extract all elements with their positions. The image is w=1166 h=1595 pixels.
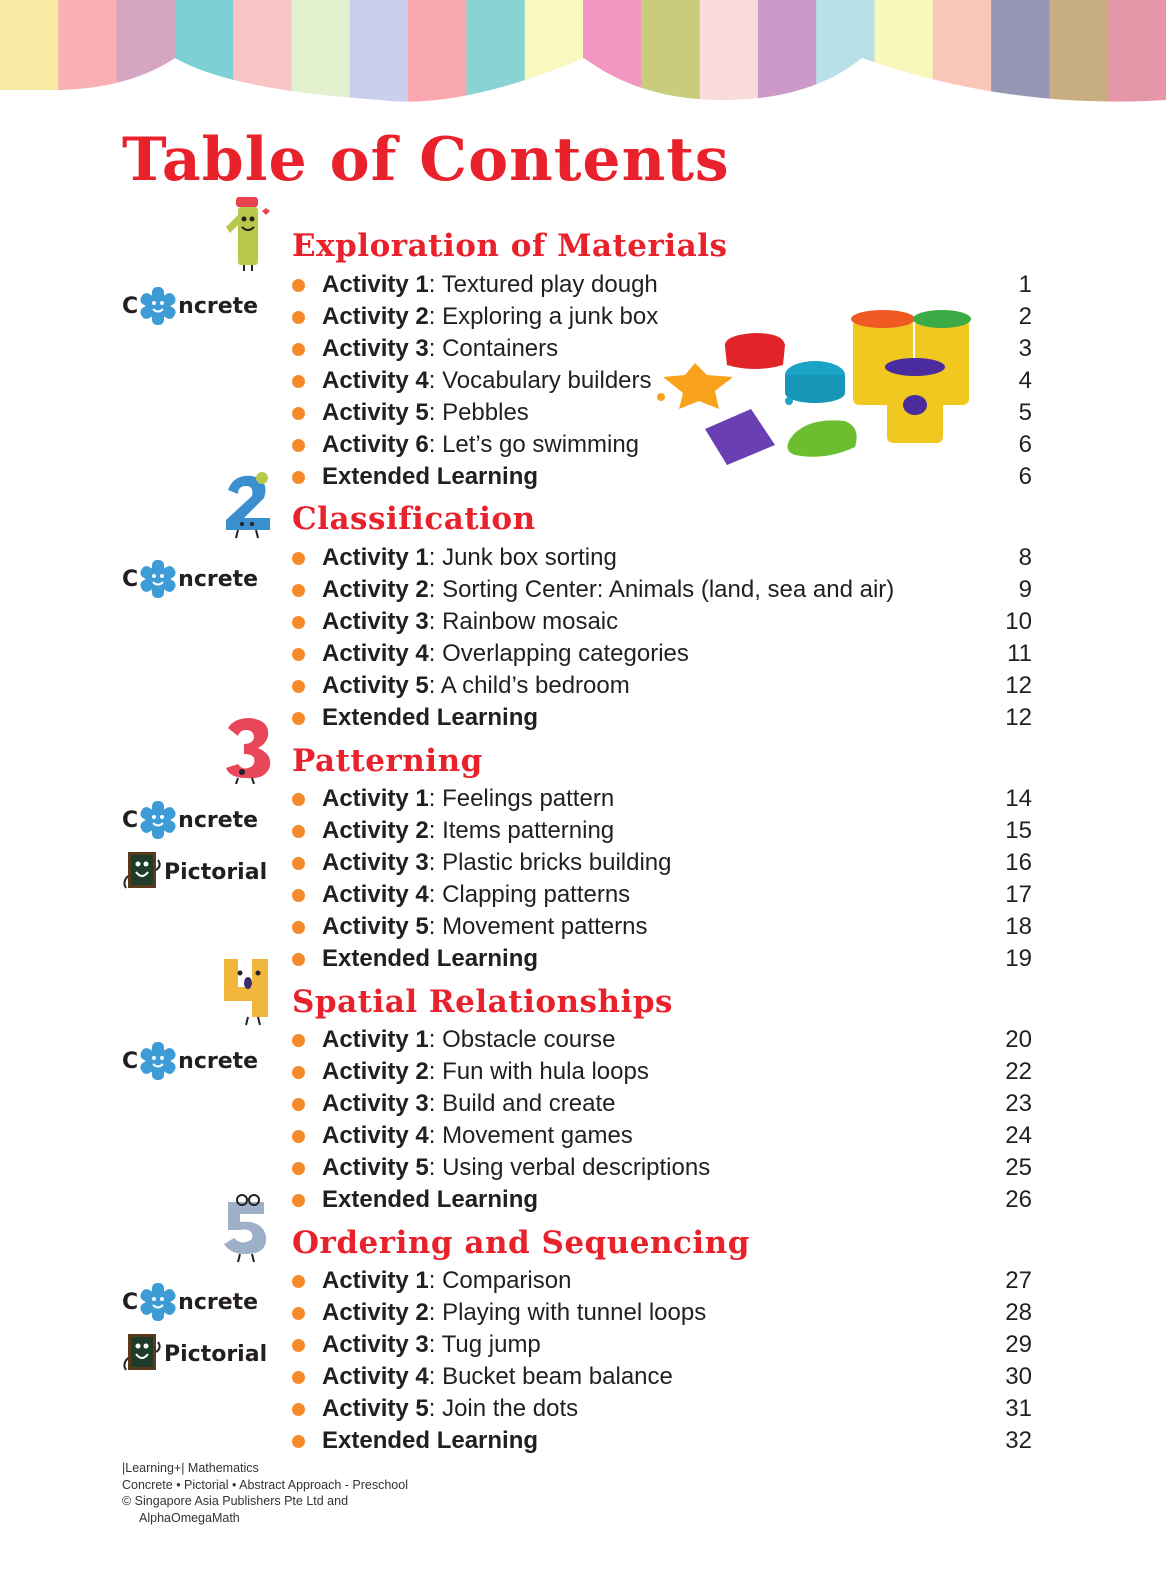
page-number: 17 xyxy=(1005,881,1032,908)
header-stripe xyxy=(758,0,817,110)
page-number: 9 xyxy=(1018,576,1032,603)
page-number: 16 xyxy=(1005,849,1032,876)
toc-entry[interactable]: Activity 3: Rainbow mosaic 10 xyxy=(292,606,1032,638)
toc-entry[interactable]: Activity 4: Vocabulary builders 4 xyxy=(292,365,1032,397)
toc-entry[interactable]: Activity 5: Join the dots 31 xyxy=(292,1393,1032,1425)
bullet-icon xyxy=(292,1130,305,1143)
toc-entry[interactable]: Activity 3: Containers 3 xyxy=(292,333,1032,365)
page-number: 12 xyxy=(1005,704,1032,731)
page-number: 30 xyxy=(1005,1363,1032,1390)
number-five-mascot-icon xyxy=(214,1192,278,1264)
toc-entry[interactable]: Activity 2: Sorting Center: Animals (land, sea and air) 9 xyxy=(292,574,1032,606)
bullet-icon xyxy=(292,712,305,725)
section-title: Classification xyxy=(292,501,536,537)
toc-entry[interactable]: Activity 1: Comparison 27 xyxy=(292,1265,1032,1297)
toc-entry[interactable]: Activity 4: Overlapping categories 11 xyxy=(292,638,1032,670)
page-number: 19 xyxy=(1005,945,1032,972)
page-number: 29 xyxy=(1005,1331,1032,1358)
page-number: 2 xyxy=(1018,303,1032,330)
pictorial-chalkboard-mascot-icon xyxy=(122,1332,164,1376)
toc-entry[interactable]: Activity 3: Plastic bricks building 16 xyxy=(292,847,1032,879)
toc-entry[interactable]: Activity 1: Textured play dough 1 xyxy=(292,269,1032,301)
header-stripe xyxy=(583,0,642,110)
bullet-icon xyxy=(292,471,305,484)
bullet-icon xyxy=(292,680,305,693)
toc-entry[interactable]: Activity 3: Tug jump 29 xyxy=(292,1329,1032,1361)
toc-entry[interactable]: Activity 6: Let’s go swimming 6 xyxy=(292,429,1032,461)
bullet-icon xyxy=(292,584,305,597)
footer-approach: Concrete • Pictorial • Abstract Approach - Preschool xyxy=(122,1477,408,1492)
page-number: 25 xyxy=(1005,1154,1032,1181)
header-stripe xyxy=(408,0,467,110)
bullet-icon xyxy=(292,1403,305,1416)
section-title: Patterning xyxy=(292,743,483,779)
concrete-approach-badge: C ncrete xyxy=(122,800,258,840)
bullet-icon xyxy=(292,1098,305,1111)
concrete-star-mascot-icon xyxy=(138,1041,178,1081)
page-number: 6 xyxy=(1018,463,1032,490)
toc-entry[interactable]: Activity 5: Movement patterns 18 xyxy=(292,911,1032,943)
toc-entry[interactable]: Activity 4: Bucket beam balance 30 xyxy=(292,1361,1032,1393)
header-stripe xyxy=(1108,0,1166,110)
page-number: 11 xyxy=(1007,640,1032,667)
toc-entry[interactable]: Activity 5: Using verbal descriptions 25 xyxy=(292,1152,1032,1184)
toc-entry[interactable]: Activity 1: Feelings pattern 14 xyxy=(292,783,1032,815)
bullet-icon xyxy=(292,375,305,388)
section-title: Exploration of Materials xyxy=(292,228,728,264)
page-number: 8 xyxy=(1018,544,1032,571)
page-number: 26 xyxy=(1005,1186,1032,1213)
toc-entry[interactable]: Activity 5: A child’s bedroom 12 xyxy=(292,670,1032,702)
bullet-icon xyxy=(292,1275,305,1288)
toc-entry[interactable]: Activity 1: Junk box sorting 8 xyxy=(292,542,1032,574)
bullet-icon xyxy=(292,889,305,902)
pictorial-approach-badge: Pictorial xyxy=(122,852,267,892)
toc-entry[interactable]: Extended Learning 6 xyxy=(292,461,1032,493)
toc-entry[interactable]: Activity 2: Exploring a junk box 2 xyxy=(292,301,1032,333)
section-title: Ordering and Sequencing xyxy=(292,1225,750,1261)
header-stripe xyxy=(233,0,292,110)
number-three-mascot-icon xyxy=(220,716,278,784)
number-four-mascot-icon xyxy=(218,955,278,1027)
bullet-icon xyxy=(292,552,305,565)
bullet-icon xyxy=(292,311,305,324)
header-stripe xyxy=(816,0,875,110)
toc-entry[interactable]: Activity 5: Pebbles 5 xyxy=(292,397,1032,429)
toc-entry[interactable]: Extended Learning 19 xyxy=(292,943,1032,975)
concrete-approach-badge: C ncrete xyxy=(122,1282,258,1322)
footer-copyright: © Singapore Asia Publishers Pte Ltd and xyxy=(122,1494,349,1508)
play-dough-illustration xyxy=(655,305,975,475)
header-stripe xyxy=(991,0,1050,110)
bullet-icon xyxy=(292,279,305,292)
bullet-icon xyxy=(292,439,305,452)
page-number: 3 xyxy=(1018,335,1032,362)
bullet-icon xyxy=(292,857,305,870)
page-number: 5 xyxy=(1018,399,1032,426)
toc-entry[interactable]: Activity 1: Obstacle course 20 xyxy=(292,1024,1032,1056)
footer-publisher: AlphaOmegaMath xyxy=(139,1510,240,1525)
bullet-icon xyxy=(292,407,305,420)
pictorial-approach-badge: Pictorial xyxy=(122,1334,267,1374)
page-number: 10 xyxy=(1005,608,1032,635)
page-number: 15 xyxy=(1005,817,1032,844)
header-stripe xyxy=(875,0,934,110)
page-number: 12 xyxy=(1005,672,1032,699)
page-number: 4 xyxy=(1018,367,1032,394)
concrete-approach-badge: C ncrete xyxy=(122,286,258,326)
header-stripe xyxy=(175,0,234,110)
section-title: Spatial Relationships xyxy=(292,984,673,1020)
toc-entry[interactable]: Activity 2: Fun with hula loops 22 xyxy=(292,1056,1032,1088)
header-stripe xyxy=(1049,0,1108,110)
concrete-star-mascot-icon xyxy=(138,286,178,326)
toc-entry[interactable]: Extended Learning 12 xyxy=(292,702,1032,734)
header-stripe xyxy=(292,0,351,110)
page-number: 31 xyxy=(1005,1395,1032,1422)
page-number: 6 xyxy=(1018,431,1032,458)
concrete-star-mascot-icon xyxy=(138,1282,178,1322)
header-stripe xyxy=(641,0,700,110)
bullet-icon xyxy=(292,648,305,661)
concrete-star-mascot-icon xyxy=(138,800,178,840)
bullet-icon xyxy=(292,921,305,934)
header-stripe xyxy=(525,0,584,110)
bullet-icon xyxy=(292,1435,305,1448)
pictorial-chalkboard-mascot-icon xyxy=(122,850,164,894)
page-number: 23 xyxy=(1005,1090,1032,1117)
bullet-icon xyxy=(292,1194,305,1207)
toc-entry[interactable]: Activity 4: Clapping patterns 17 xyxy=(292,879,1032,911)
striped-header-banner xyxy=(0,0,1166,110)
toc-entry[interactable]: Extended Learning 26 xyxy=(292,1184,1032,1216)
page-number: 18 xyxy=(1005,913,1032,940)
concrete-approach-badge: C ncrete xyxy=(122,1041,258,1081)
bullet-icon xyxy=(292,616,305,629)
page-number: 14 xyxy=(1005,785,1032,812)
toc-entry[interactable]: Activity 2: Playing with tunnel loops 28 xyxy=(292,1297,1032,1329)
page-number: 22 xyxy=(1005,1058,1032,1085)
bullet-icon xyxy=(292,343,305,356)
toc-entry[interactable]: Activity 2: Items patterning 15 xyxy=(292,815,1032,847)
bullet-icon xyxy=(292,1371,305,1384)
toc-entry[interactable]: Activity 4: Movement games 24 xyxy=(292,1120,1032,1152)
concrete-approach-badge: C ncrete xyxy=(122,559,258,599)
header-stripe xyxy=(117,0,176,110)
footer-credits xyxy=(122,1460,408,1526)
page-number: 28 xyxy=(1005,1299,1032,1326)
header-stripe xyxy=(700,0,759,110)
bullet-icon xyxy=(292,1066,305,1079)
bullet-icon xyxy=(292,825,305,838)
page-title: Table of Contents xyxy=(122,125,730,195)
page-number: 27 xyxy=(1005,1267,1032,1294)
concrete-star-mascot-icon xyxy=(138,559,178,599)
header-stripe xyxy=(933,0,992,110)
number-two-mascot-icon xyxy=(214,470,280,540)
bullet-icon xyxy=(292,1034,305,1047)
toc-entry[interactable]: Activity 3: Build and create 23 xyxy=(292,1088,1032,1120)
bullet-icon xyxy=(292,793,305,806)
header-stripe xyxy=(0,0,59,110)
header-stripe xyxy=(350,0,409,110)
header-stripe xyxy=(466,0,525,110)
header-stripe xyxy=(58,0,117,110)
footer-series: |Learning+| Mathematics xyxy=(122,1461,259,1475)
bullet-icon xyxy=(292,1307,305,1320)
page-number: 32 xyxy=(1005,1427,1032,1454)
bullet-icon xyxy=(292,1339,305,1352)
toc-entry[interactable]: Extended Learning 32 xyxy=(292,1425,1032,1457)
bullet-icon xyxy=(292,1162,305,1175)
page-number: 1 xyxy=(1018,271,1032,298)
page-number: 20 xyxy=(1005,1026,1032,1053)
number-one-mascot-icon xyxy=(218,193,278,273)
bullet-icon xyxy=(292,953,305,966)
page-number: 24 xyxy=(1005,1122,1032,1149)
